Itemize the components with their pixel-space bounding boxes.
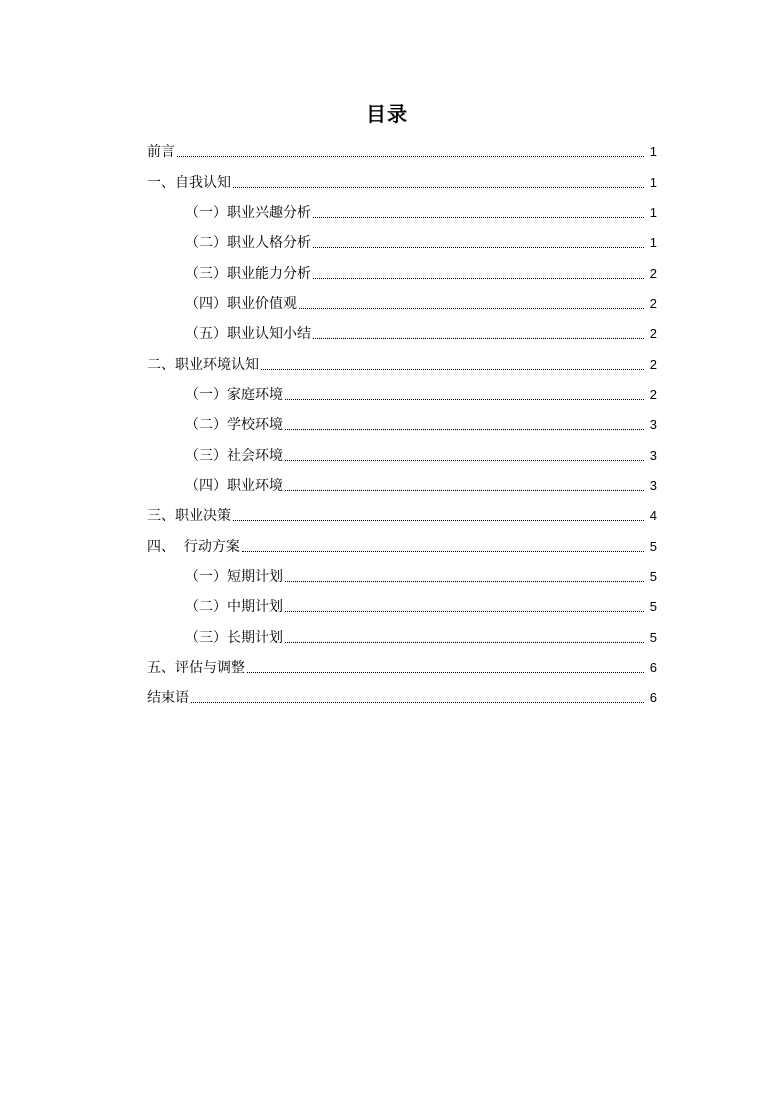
toc-dot-leader	[177, 156, 644, 157]
toc-entry-label: （一）短期计划	[185, 568, 283, 585]
toc-dot-leader	[313, 278, 644, 279]
toc-entry-label: （二）中期计划	[185, 599, 283, 616]
toc-page-number: 4	[649, 508, 657, 524]
toc-entry-label: （五）职业认知小结	[185, 326, 311, 343]
toc-entry-label: （二）学校环境	[185, 417, 283, 434]
toc-entry-personality-analysis[interactable]	[147, 228, 657, 258]
toc-page-number: 1	[649, 235, 657, 251]
toc-dot-leader	[191, 702, 644, 703]
toc-dot-leader	[285, 611, 644, 612]
toc-entry-cognition-summary[interactable]	[147, 319, 657, 349]
toc-entry-values[interactable]	[147, 289, 657, 319]
toc-dot-leader	[313, 247, 644, 248]
toc-page-number: 3	[649, 417, 657, 433]
toc-dot-leader	[285, 581, 644, 582]
toc-dot-leader	[285, 642, 644, 643]
toc-entry-label: （一）家庭环境	[185, 386, 283, 403]
toc-entry-action-plan[interactable]	[147, 531, 657, 561]
toc-entry-career-environment[interactable]	[147, 471, 657, 501]
toc-entry-short-term-plan[interactable]	[147, 562, 657, 592]
toc-entry-label: （三）社会环境	[185, 447, 283, 464]
toc-dot-leader	[233, 520, 644, 521]
toc-page-number: 6	[649, 659, 657, 675]
toc-dot-leader	[261, 369, 644, 370]
toc-dot-leader	[285, 429, 644, 430]
toc-entry-school-environment[interactable]	[147, 410, 657, 440]
table-of-contents	[147, 137, 657, 713]
toc-entry-social-environment[interactable]	[147, 440, 657, 470]
toc-dot-leader	[313, 217, 644, 218]
toc-page-number: 2	[649, 326, 657, 342]
toc-entry-long-term-plan[interactable]	[147, 622, 657, 652]
toc-page-number: 1	[649, 204, 657, 220]
toc-dot-leader	[285, 399, 644, 400]
toc-page-number: 5	[649, 568, 657, 584]
toc-dot-leader	[313, 338, 644, 339]
toc-entry-label: （三）职业能力分析	[185, 265, 311, 282]
toc-page-number: 2	[649, 386, 657, 402]
toc-page-number: 5	[649, 599, 657, 615]
toc-page-number: 6	[649, 690, 657, 706]
toc-page-number: 5	[649, 538, 657, 554]
toc-entry-label: 四、 行动方案	[147, 538, 240, 555]
toc-dot-leader	[247, 672, 644, 673]
toc-entry-family-environment[interactable]	[147, 380, 657, 410]
toc-entry-environment-cognition[interactable]	[147, 349, 657, 379]
toc-entry-label: 二、职业环境认知	[147, 356, 259, 373]
toc-entry-conclusion[interactable]	[147, 683, 657, 713]
toc-page-number: 3	[649, 447, 657, 463]
toc-dot-leader	[285, 490, 644, 491]
toc-page-number: 5	[649, 629, 657, 645]
toc-page-number: 2	[649, 265, 657, 281]
toc-entry-ability-analysis[interactable]	[147, 258, 657, 288]
toc-dot-leader	[233, 187, 644, 188]
toc-dot-leader	[242, 551, 644, 552]
toc-entry-label: （四）职业价值观	[185, 295, 297, 312]
toc-entry-self-cognition[interactable]	[147, 167, 657, 197]
toc-page-number: 3	[649, 477, 657, 493]
toc-entry-label: 结束语	[147, 690, 189, 707]
toc-entry-label: （二）职业人格分析	[185, 235, 311, 252]
toc-entry-label: 一、自我认知	[147, 174, 231, 191]
toc-entry-label: 三、职业决策	[147, 508, 231, 525]
toc-entry-evaluation-adjustment[interactable]	[147, 653, 657, 683]
toc-entry-interest-analysis[interactable]	[147, 198, 657, 228]
toc-dot-leader	[285, 460, 644, 461]
toc-entry-preface[interactable]	[147, 137, 657, 167]
toc-entry-label: （一）职业兴趣分析	[185, 204, 311, 221]
toc-page-number: 1	[649, 144, 657, 160]
toc-page-number: 1	[649, 174, 657, 190]
toc-entry-label: 五、评估与调整	[147, 659, 245, 676]
toc-entry-mid-term-plan[interactable]	[147, 592, 657, 622]
toc-dot-leader	[299, 308, 644, 309]
toc-entry-career-decision[interactable]	[147, 501, 657, 531]
toc-entry-label: （三）长期计划	[185, 629, 283, 646]
toc-entry-label: （四）职业环境	[185, 477, 283, 494]
toc-page-number: 2	[649, 295, 657, 311]
toc-title: 目录	[366, 102, 408, 126]
toc-entry-label: 前言	[147, 144, 175, 161]
toc-page-number: 2	[649, 356, 657, 372]
